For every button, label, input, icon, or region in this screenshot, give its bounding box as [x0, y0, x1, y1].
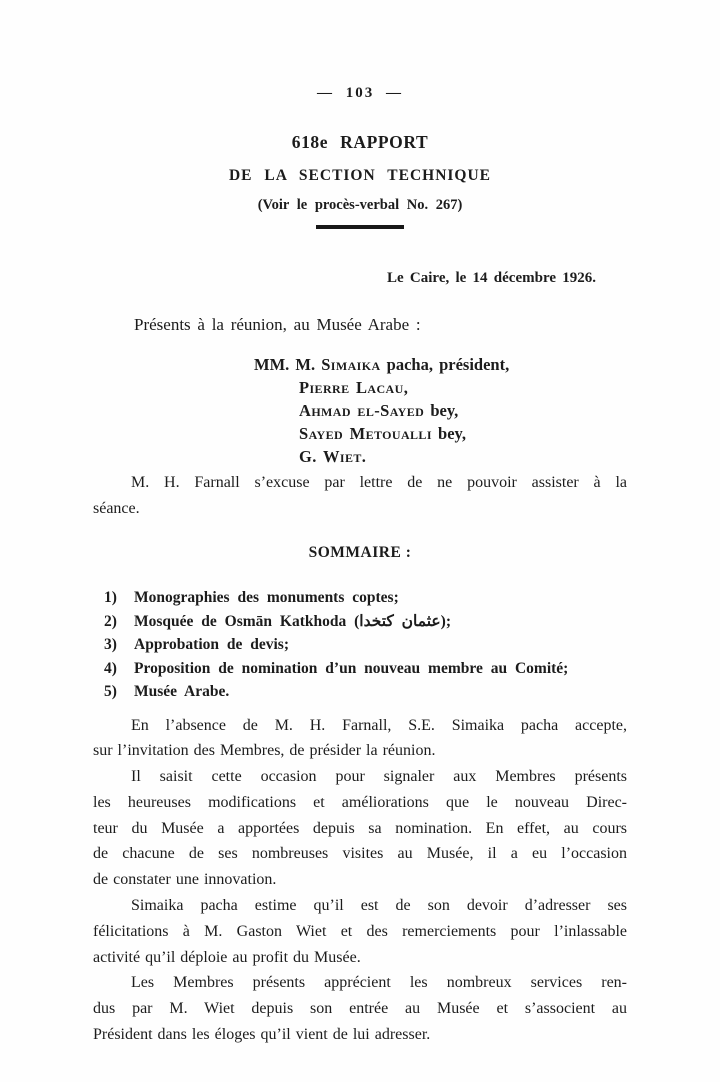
divider-rule: [316, 225, 404, 229]
paragraph-line: de constater une innovation.: [93, 871, 277, 889]
excuse-line: séance.: [93, 499, 140, 517]
paragraph-line: Président dans les éloges qu’il vient de lui adresser.: [93, 1026, 431, 1044]
paragraph: [93, 713, 627, 765]
member-name: G. Wiet: [299, 447, 362, 466]
member-line: [93, 422, 627, 445]
sommaire-list: [93, 586, 627, 704]
member-line: [93, 353, 627, 376]
member-name: Simaika: [321, 355, 381, 374]
sommaire-item: [93, 586, 627, 610]
sommaire-item-text: Proposition de nomination d’un nouveau membre au Comité;: [134, 659, 569, 677]
attendance-members: [93, 353, 627, 468]
sommaire-heading: SOMMAIRE :: [308, 544, 412, 561]
paragraph-line: Les Membres présents apprécient les nombreux services ren-: [131, 974, 627, 992]
sommaire-item-number: 3): [104, 636, 117, 653]
members-prefix: MM.: [254, 355, 296, 374]
paragraph-line: Simaika pacha estime qu’il est de son devoir d’adresser ses: [131, 897, 627, 915]
member-post: pacha, président,: [380, 355, 510, 374]
member-post: bey,: [431, 424, 467, 443]
dateline: Le Caire, le 14 décembre 1926.: [387, 270, 596, 286]
excuse-line: M. H. Farnall s’excuse par lettre de ne pouvoir assister à la: [131, 474, 627, 491]
member-post: ,: [403, 378, 408, 397]
paragraph-line: félicitations à M. Gaston Wiet et des remerciements pour l’inlassable: [93, 922, 627, 940]
sommaire-item-text: Musée Arabe.: [134, 683, 230, 700]
member-line: [93, 445, 627, 468]
sommaire-item-text: Monographies des monuments coptes;: [134, 589, 399, 606]
report-title: 618e RAPPORT: [291, 132, 429, 152]
page-number: — 103 —: [317, 85, 403, 101]
member-line: [93, 399, 627, 422]
paragraph-line: En l’absence de M. H. Farnall, S.E. Simaika pacha accepte,: [131, 716, 627, 734]
body-paragraphs: [93, 713, 627, 1048]
paragraph-line: teur du Musée a apportées depuis sa nomination. En effet, au cours: [93, 819, 627, 837]
paragraph-line: les heureuses modifications et améliorations que le nouveau Direc-: [93, 793, 627, 811]
sommaire-item: [93, 680, 627, 704]
sommaire-item: [93, 657, 627, 681]
paragraph: [93, 893, 627, 970]
sommaire-item-number: 5): [104, 683, 117, 700]
sommaire-item: [93, 633, 627, 657]
excuse-paragraph: [93, 470, 627, 521]
member-post: bey,: [424, 401, 459, 420]
sommaire-item-text: Approbation de devis;: [134, 636, 289, 653]
sommaire-item: [93, 610, 627, 634]
document-page: [93, 0, 627, 1048]
sommaire-item-text: Mosquée de Osmān Katkhoda (عثمان كتخدا);: [134, 612, 451, 630]
paragraph-line: de chacune de ses nombreuses visites au Musée, il a eu l’occasion: [93, 845, 627, 863]
member-post: .: [361, 447, 366, 466]
paragraph: [93, 970, 627, 1047]
report-subtitle: DE LA SECTION TECHNIQUE: [228, 167, 492, 184]
sommaire-item-number: 4): [104, 659, 117, 677]
member-name: Pierre Lacau: [299, 378, 404, 397]
paragraph-line: sur l’invitation des Membres, de présider la réunion.: [93, 742, 436, 760]
sommaire-item-number: 1): [104, 589, 117, 606]
member-name: Sayed Metoualli: [299, 424, 432, 443]
attendance-intro: Présents à la réunion, au Musée Arabe :: [134, 315, 421, 334]
paragraph-line: Il saisit cette occasion pour signaler aux Membres présents: [131, 768, 627, 786]
sommaire-item-number: 2): [104, 612, 117, 630]
paragraph-line: dus par M. Wiet depuis son entrée au Musée et s’associent au: [93, 1000, 627, 1018]
paragraph: [93, 764, 627, 893]
member-line: [93, 376, 627, 399]
reference-note: (Voir le procès-verbal No. 267): [257, 197, 463, 213]
member-name: Ahmad el-Sayed: [299, 401, 425, 420]
member-pre: M.: [295, 355, 322, 374]
paragraph-line: activité qu’il déploie au profit du Musée.: [93, 948, 361, 966]
